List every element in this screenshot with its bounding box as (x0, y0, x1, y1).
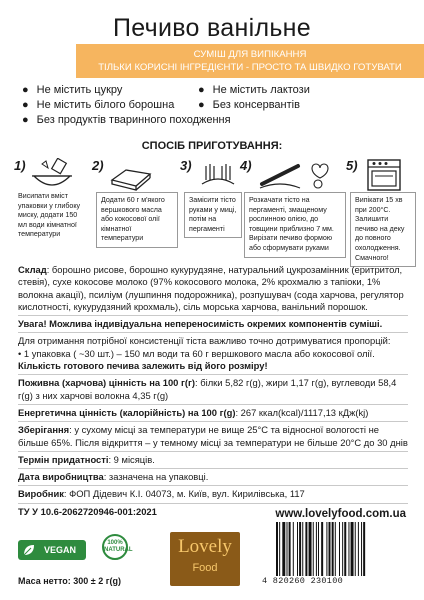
maker-text: : ФОП Дідевич К.І. 04073, м. Київ, вул. Кирилівська, 117 (63, 488, 305, 500)
production-date (18, 471, 408, 483)
energy-text: : 267 ккал(kcal)/1117,13 кДж(kj) (235, 406, 369, 418)
vegan-badge (18, 540, 86, 560)
feature-item (198, 99, 300, 111)
storage-label: Зберігання (18, 424, 70, 436)
divider (18, 374, 408, 375)
bullet-icon: ● (198, 84, 205, 96)
step-1 (14, 156, 90, 266)
step-text: Розкачати тісто на пергаменті, змащеному рослинною олією, до товщини приблизно 7 мм. Вирізати печиво формою або сформувати руками (244, 192, 346, 258)
feature-item (22, 114, 231, 126)
leaf-icon (22, 543, 36, 557)
page-title: Печиво ванільне (113, 14, 311, 42)
divider (18, 468, 408, 469)
vegan-label: VEGAN (44, 545, 77, 555)
energy (18, 407, 408, 419)
feature-label: Без консервантів (212, 99, 300, 111)
oven-icon (360, 158, 408, 192)
method-steps (14, 156, 414, 266)
bullet-icon: ● (22, 84, 29, 96)
divider (18, 485, 408, 486)
kneading-hands-icon (194, 158, 242, 192)
proportions-item: • 1 упаковка ( ~30 шт.) – 150 мл води та 60 г вершкового масла або кокосової олії. (18, 347, 375, 359)
divider (18, 404, 408, 405)
ingredients-label: Склад (18, 264, 47, 275)
natural-badge: 100% NATURAL (102, 534, 128, 560)
bullet-icon: ● (22, 99, 29, 111)
step-text: Випікати 15 хв при 200°С. Залишити печиво на деку до повного охолодження. Смачного! (350, 192, 416, 267)
step-text: Замісити тісто руками у миці, потім на пергаменті (184, 192, 242, 238)
feature-label: Без продуктів тваринного походження (36, 114, 231, 126)
rolling-pin-icon (254, 158, 334, 192)
composition-block (18, 264, 408, 518)
feature-label: Не містить цукру (36, 84, 123, 96)
step-3 (180, 156, 238, 266)
method-title: СПОСІБ ПРИГОТУВАННЯ: (141, 140, 283, 152)
step-text: Додати 60 г м'якого вершкового масла або кокосової олії кімнатної температури (96, 192, 178, 248)
step-number: 3) (180, 158, 192, 173)
step-2 (92, 156, 178, 266)
step-number: 5) (346, 158, 358, 173)
step-4 (240, 156, 344, 266)
bullet-icon: ● (22, 114, 29, 126)
tech-spec: ТУ У 10.6-2062720946-001:2021 (18, 505, 157, 517)
ingredients-text: : борошно рисове, борошно кукурудзяне, натуральний цукрозамінник (еритритол, стевія), сухе кокосове молоко (97% кокосового молока, 2% крохмалю з тапіоки, 1% волокна акації), псиліум (лушпиння подорожника), розпушувач (сода харчова, регулятор кислотності, кукурудзяний крохмаль), сіль морська харчова, ванільний порошок. (18, 264, 404, 312)
step-number: 1) (14, 158, 26, 173)
feature-label: Не містить білого борошна (36, 99, 175, 111)
net-weight: Маса нетто: 300 ± 2 г(g) (18, 576, 121, 586)
nutrition-text: : білки 5,82 г(g), жири 1,17 г(g), вуглеводи 58,4 г(g) з них харчові волокна 4,35 г(g) (18, 377, 397, 401)
energy-label: Енергетична цінність (калорійність) на 100 г(g) (18, 406, 236, 418)
banner-line-1: СУМІШ ДЛЯ ВИПІКАННЯ (193, 49, 307, 60)
feature-item (22, 84, 122, 96)
divider (18, 451, 408, 452)
nutrition (18, 377, 408, 402)
logo-sub-text: Food (192, 562, 218, 574)
nutrition-label: Поживна (харчова) цінність на 100 г(г) (18, 377, 196, 389)
allergy-warning: Увага! Можлива індивідуальна непереносимість окремих компонентів суміші. (18, 318, 383, 330)
shelf-label: Термін придатності (18, 453, 109, 465)
divider (18, 315, 408, 316)
date-label: Дата виробництва (18, 471, 104, 483)
divider (18, 332, 408, 333)
barcode-icon (272, 520, 402, 578)
divider (18, 503, 408, 504)
bullet-icon: ● (198, 99, 205, 111)
ingredients (18, 264, 408, 313)
quantity-note: Кількість готового печива залежить від його розміру! (18, 360, 268, 372)
date-text: : зазначена на упаковці. (103, 471, 209, 483)
butter-icon (106, 158, 154, 192)
feature-item (22, 99, 174, 111)
step-number: 4) (240, 158, 252, 173)
maker-label: Виробник (18, 488, 64, 500)
shelf-life (18, 454, 408, 466)
barcode-number: 4 820260 230100 (262, 576, 344, 586)
feature-label: Не містить лактози (212, 84, 310, 96)
proportions-intro: Для отримання потрібної консистенції тіста важливо точно дотримуватися пропорцій: (18, 335, 391, 347)
step-5 (346, 156, 414, 266)
storage-text: : у сухому місці за температури не вище 25°С та відносної вологості не більше 65%. Після відкриття – у темному місці за температури не більше 20°С до 30 днів (18, 424, 408, 448)
shelf-text: : 9 місяців. (108, 453, 155, 465)
brand-logo (170, 532, 240, 586)
website-url: www.lovelyfood.com.ua (275, 508, 406, 520)
step-number: 2) (92, 158, 104, 173)
step-text: Висипати вміст упаковки у глибоку миску, додати 150 мл води кімнатної температури (18, 192, 81, 239)
divider (18, 421, 408, 422)
logo-main-text: Lovely (178, 536, 232, 557)
mixing-bowl-icon (28, 158, 76, 192)
feature-item (198, 84, 310, 96)
banner-line-2: ТІЛЬКИ КОРИСНІ ІНГРЕДІЄНТИ - ПРОСТО ТА ШВИДКО ГОТУВАТИ (98, 62, 402, 73)
subtitle-banner (76, 44, 424, 78)
storage (18, 424, 408, 449)
manufacturer (18, 488, 408, 500)
